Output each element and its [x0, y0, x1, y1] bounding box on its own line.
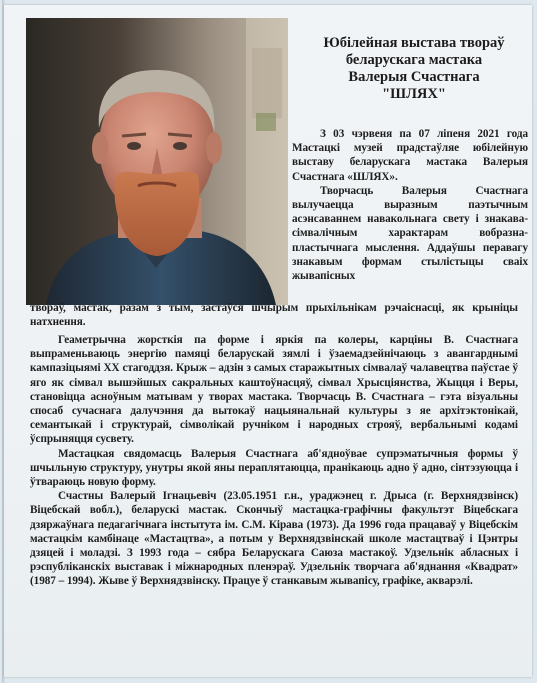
paragraph-biography: Счастны Валерый Ігнацьевіч (23.05.1951 г.н., ураджэнец г. Дрыса (г. Верхнядзвінск) Віцебскай вобл.), беларускі мастак. Скончыў мастацка-графічны факультэт Віцебскага дзяржаўнага педагагічнага інстытута ім. С.М. Кірава (1973). Да 1996 года працаваў у Віцебскім мастацкім камбінаце «Мастацтва», а потым у Верхнядзвінскай школе мастацтваў і Цэнтры дзяцей і моладзі. З 1993 года – сябра Беларускага Саюза мастакоў. Удзельнік абласных і рэспубліканскіх выставак і міжнародных пленэраў. Удзельнік творчага аб'яднання «Квадрат» (1987 – 1994). Жыве ў Верхнядзвінску. Працуе ў станкавым жывапісу, графіке, акварэлі.: [30, 490, 518, 588]
exhibition-title: [296, 35, 532, 103]
exhibition-poster: [4, 5, 532, 677]
paragraph-creativity-start: Творчасць Валерыя Счастнага вылучаецца выразным паэтычным асэнсаваннем навакольнага свету і знакава-сімвалічным характарам вобразна-пластычнага мыслення. Аддаўшы перавагу знакавым формам стылістыцы сваіх жывапісных: [292, 184, 528, 283]
artist-portrait: [26, 18, 288, 305]
title-line-2: беларускага мастака: [345, 52, 483, 68]
paragraph-creativity-end: [30, 301, 518, 329]
paragraph-dates: З 03 чэрвеня па 07 ліпеня 2021 года Мастацкі музей прадстаўляе юбілейную выставу беларускага мастака Валерыя Счастнага «ШЛЯХ».: [292, 128, 528, 183]
paragraph-creativity-continued: твораў, мастак, разам з тым, застаўся шчырым прыхільнікам рэчаіснасці, як крыніцы натхнення.: [30, 302, 518, 329]
title-line-3: Валерыя Счастнага: [348, 69, 480, 85]
intro-column: [292, 127, 528, 283]
paragraph-geometry: Геаметрычна жорсткія па форме і яркія па колеры, карціны В. Счастнага выпраменьваюць энергію памяці беларускай зямлі і ўзаемадзейнічаюць з авангарднымі кампазіцыямі ХХ стагоддзя. Крыж – адзін з самых старажытных сімвалаў чалавецтва паўстае ў яго як сімвал вышэйшых сакральных каштоўнасцяў, сімвал Хрысціянства, Жыцця і Веры, становіцца асноўным матывам у творах мастака. Творчасць В. Счастнага – гэта візуальны спосаб сучаснага далучэння да вытокаў нацыянальнай культуры з яе архітэктонікай, семантыкай і структурай, сімволікай ручніком і народных строяў, вербальнымі кодамі ўспрыняцця сусвету.: [30, 334, 518, 446]
paragraph-consciousness: Мастацкая свядомасць Валерыя Счастнага аб'ядноўвае супрэматычныя формы ў шчыльную структуру, унутры якой яны пераплятаюцца, пранікаюць адно ў адно, сінтэзуюцца і ўтвараюць новую форму.: [30, 447, 518, 489]
main-text: [30, 333, 518, 589]
portrait-illustration: [26, 18, 288, 305]
title-line-4: "ШЛЯХ": [382, 86, 446, 102]
title-line-1: Юбілейная выстава твораў: [323, 35, 505, 51]
